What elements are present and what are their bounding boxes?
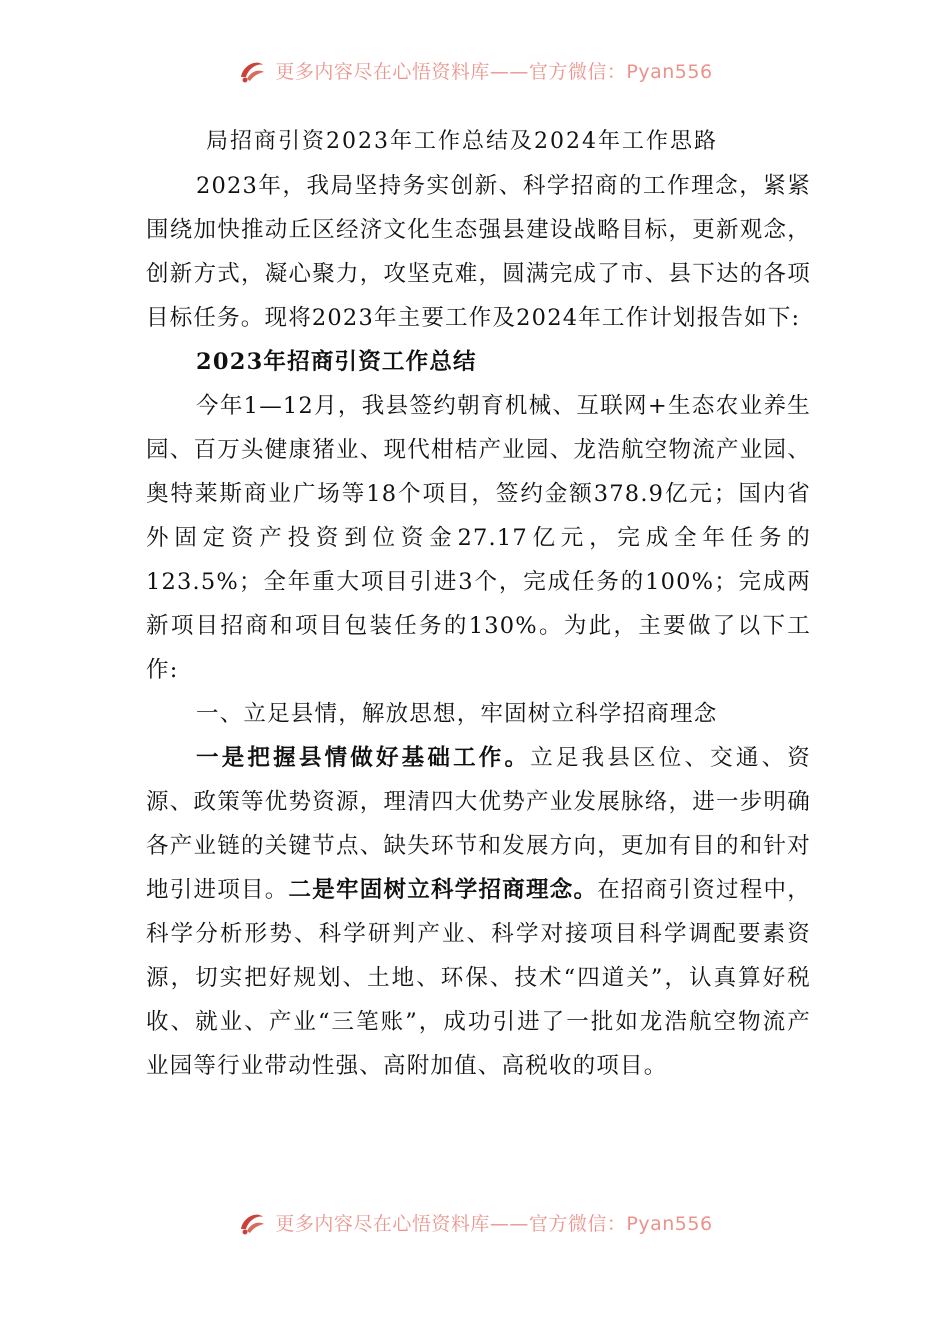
subsection-heading: 一、立足县情，解放思想，牢固树立科学招商理念 [196,701,718,727]
section-heading: 2023年招商引资工作总结 [196,349,477,375]
document-title: 局招商引资2023年工作总结及2024年工作思路 [206,129,718,154]
document-body [146,120,811,1180]
summary-paragraph: 今年1—12月，我县签约朝育机械、互联网+生态农业养生园、百万头健康猪业、现代柑桔产业园、龙浩航空物流产业园、奥特莱斯商业广场等18个项目，签约金额378.9亿元；国内省外固定资产投资到位资金27.17亿元，完成全年任务的123.5%；全年重大项目引进3个，完成任务的100%；完成两新项目招商和项目包装任务的130%。为此，主要做了以下工作: [146,393,811,683]
points-paragraph [146,736,811,1088]
point1-lead: 一是把握县情做好基础工作。 [196,745,531,771]
intro-paragraph: 2023年，我局坚持务实创新、科学招商的工作理念，紧紧围绕加快推动丘区经济文化生态强县建设战略目标，更新观念，创新方式，凝心聚力，攻坚克难，圆满完成了市、县下达的各项目标任务。现将2023年主要工作及2024年工作计划报告如下: [146,173,811,331]
point1-text: 立足我县区位、交通、资源、政策等优势资源，理清四大优势产业发展脉络，进一步明确各产业链的关键节点、缺失环节和发展方向，更加有目的和针对地引进项目。 [146,745,811,903]
point2-text: 在招商引资过程中，科学分析形势、科学研判产业、科学对接项目科学调配要素资源，切实把好规划、土地、环保、技术“四道关”，认真算好税收、就业、产业“三笔账”，成功引进了一批如龙浩航空物流产业园等行业带动性强、高附加值、高税收的项目。 [146,877,811,1079]
footer-watermark [0,1202,950,1242]
watermark-text: 更多内容尽在心悟资料库——官方微信：Pyan556 [275,1212,713,1235]
watermark-text: 更多内容尽在心悟资料库——官方微信：Pyan556 [275,60,713,83]
brand-logo-icon [237,1207,267,1237]
point2-lead: 二是牢固树立科学招商理念。 [288,877,598,903]
header-watermark [0,50,950,90]
brand-logo-icon [237,55,267,85]
